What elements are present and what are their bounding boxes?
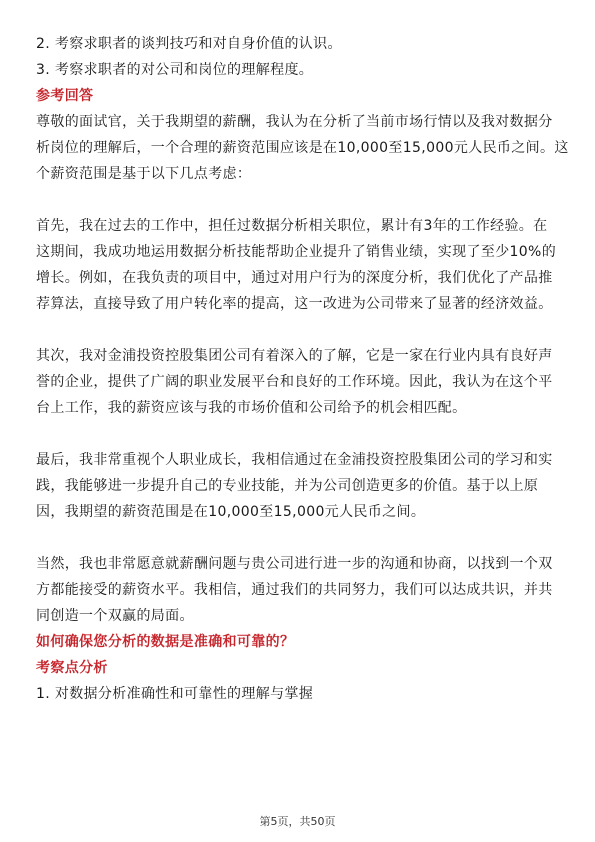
paragraph-line: 当然，我也非常愿意就薪酬问题与贵公司进行进一步的沟通和协商，以找到一个双	[36, 556, 553, 572]
paragraph-line: 践，我能够进一步提升自己的专业技能，并为公司创造更多的价值。基于以上原	[36, 478, 539, 494]
paragraph-spacer	[36, 187, 560, 213]
analysis-item-1: 1. 对数据分析准确性和可靠性的理解与掌握	[36, 686, 314, 702]
answer-paragraph-2	[36, 213, 560, 317]
paragraph-spacer	[36, 421, 560, 447]
paragraph-line: 同创造一个双赢的局面。	[36, 608, 194, 624]
paragraph-line: 尊敬的面试官，关于我期望的薪酬，我认为在分析了当前市场行情以及我对数据分	[36, 114, 553, 130]
paragraph-line: 最后，我非常重视个人职业成长，我相信通过在金浦投资控股集团公司的学习和实	[36, 452, 553, 468]
answer-heading: 参考回答	[36, 88, 94, 104]
paragraph-line: 其次，我对金浦投资控股集团公司有着深入的了解，它是一家在行业内具有良好声	[36, 348, 553, 364]
paragraph-line: 誉的企业，提供了广阔的职业发展平台和良好的工作环境。因此，我认为在这个平	[36, 374, 553, 390]
page-content	[36, 31, 569, 707]
intro-item-3: 3. 考察求职者的对公司和岗位的理解程度。	[36, 62, 314, 78]
paragraph-line: 因，我期望的薪资范围是在10,000至15,000元人民币之间。	[36, 504, 426, 520]
paragraph-line: 荐算法，直接导致了用户转化率的提高，这一改进为公司带来了显著的经济效益。	[36, 296, 553, 312]
paragraph-line: 析岗位的理解后，一个合理的薪资范围应该是在10,000至15,000元人民币之间。这	[36, 140, 569, 156]
answer-paragraph-4	[36, 447, 560, 525]
answer-paragraph-1	[36, 109, 569, 187]
answer-paragraph-5	[36, 551, 560, 629]
paragraph-line: 这期间，我成功地运用数据分析技能帮助企业提升了销售业绩，实现了至少10%的	[36, 244, 557, 260]
question-title: 如何确保您分析的数据是准确和可靠的？	[36, 634, 295, 650]
analysis-heading: 考察点分析	[36, 660, 108, 676]
paragraph-line: 台上工作，我的薪资应该与我的市场价值和公司给予的机会相匹配。	[36, 400, 467, 416]
answer-paragraph-3	[36, 343, 560, 421]
paragraph-line: 增长。例如，在我负责的项目中，通过对用户行为的深度分析，我们优化了产品推	[36, 270, 553, 286]
paragraph-spacer	[36, 525, 560, 551]
paragraph-line: 方都能接受的薪资水平。我相信，通过我们的共同努力，我们可以达成共识，并共	[36, 582, 553, 598]
paragraph-line: 个薪资范围是基于以下几点考虑：	[36, 166, 252, 182]
page-number: 第5页，共50页	[259, 815, 336, 828]
paragraph-line: 首先，我在过去的工作中，担任过数据分析相关职位，累计有3年的工作经验。在	[36, 218, 548, 234]
paragraph-spacer	[36, 317, 560, 343]
intro-item-2: 2. 考察求职者的谈判技巧和对自身价值的认识。	[36, 36, 342, 52]
